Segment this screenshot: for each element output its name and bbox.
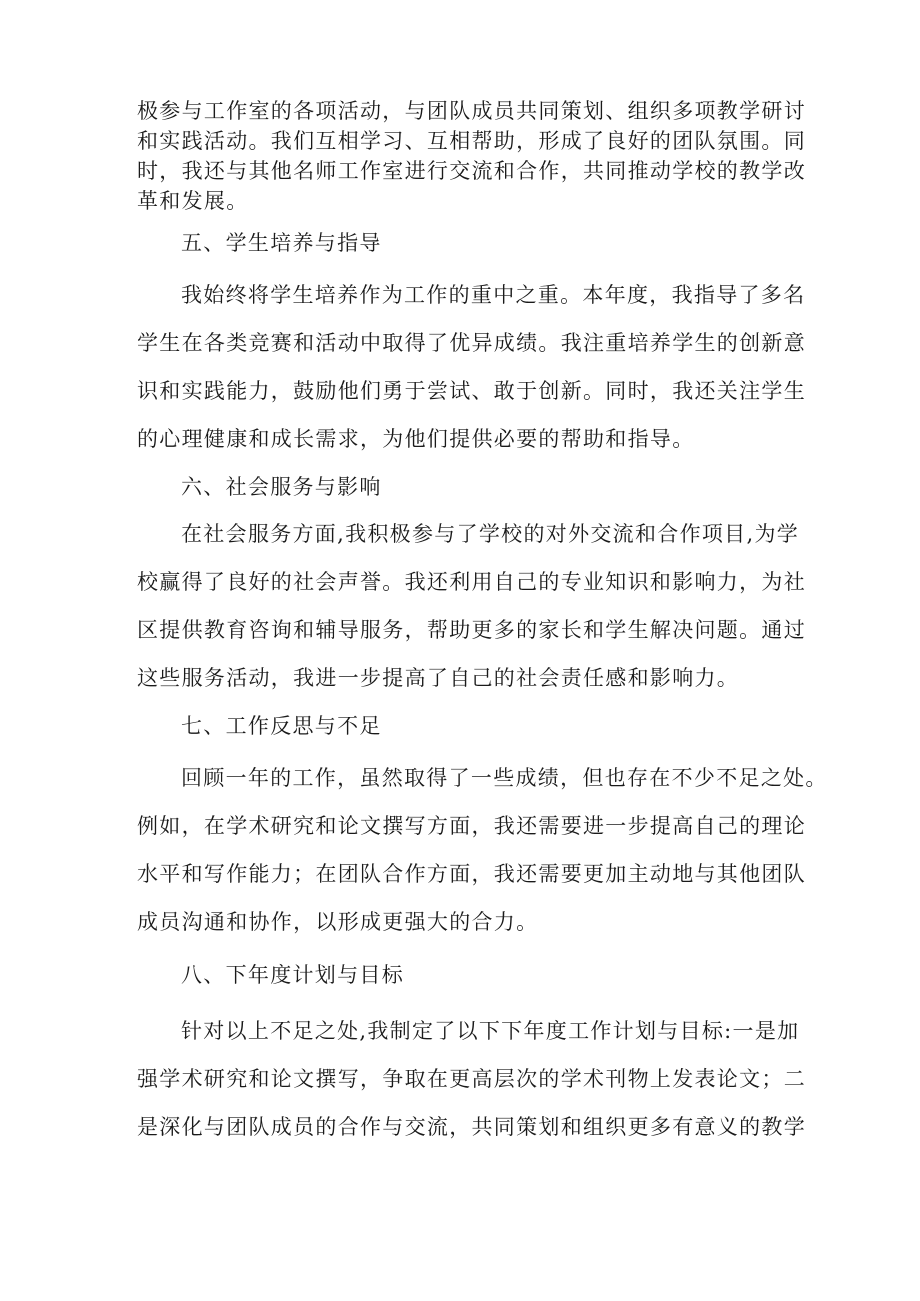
text-line: 革和发展。 (137, 189, 249, 213)
text-line: 这些服务活动，我进一步提高了自己的社会责任感和影响力。 (137, 666, 740, 690)
text-line: 强学术研究和论文撰写，争取在更高层次的学术刊物上发表论文；二 (137, 1067, 806, 1091)
text-line: 是深化与团队成员的合作与交流，共同策划和组织更多有意义的教学 (137, 1115, 806, 1139)
text-line: 的心理健康和成长需求，为他们提供必要的帮助和指导。 (137, 427, 695, 451)
text-line: 时，我还与其他名师工作室进行交流和合作，共同推动学校的教学改 (137, 159, 806, 183)
section-heading: 五、学生培养与指导 (181, 231, 382, 255)
text-line: 在社会服务方面,我积极参与了学校的对外交流和合作项目,为学 (181, 522, 800, 546)
section-heading: 七、工作反思与不足 (181, 714, 382, 738)
text-line: 极参与工作室的各项活动，与团队成员共同策划、组织多项教学研讨 (137, 99, 806, 123)
text-line: 回顾一年的工作，虽然取得了一些成绩，但也存在不少不足之处。 (181, 766, 828, 790)
text-line: 例如，在学术研究和论文撰写方面，我还需要进一步提高自己的理论 (137, 814, 806, 838)
section-heading: 八、下年度计划与目标 (181, 963, 404, 987)
text-line: 成员沟通和协作，以形成更强大的合力。 (137, 910, 539, 934)
text-line: 针对以上不足之处,我制定了以下下年度工作计划与目标:一是加 (181, 1019, 800, 1043)
text-line: 我始终将学生培养作为工作的重中之重。本年度，我指导了多名 (181, 283, 806, 307)
text-line: 学生在各类竞赛和活动中取得了优异成绩。我注重培养学生的创新意 (137, 331, 806, 355)
text-line: 校赢得了良好的社会声誉。我还利用自己的专业知识和影响力，为社 (137, 570, 806, 594)
text-line: 识和实践能力，鼓励他们勇于尝试、敢于创新。同时，我还关注学生 (137, 379, 806, 403)
text-line: 水平和写作能力；在团队合作方面，我还需要更加主动地与其他团队 (137, 862, 806, 886)
text-line: 和实践活动。我们互相学习、互相帮助，形成了良好的团队氛围。同 (137, 129, 806, 153)
section-heading: 六、社会服务与影响 (181, 475, 382, 499)
text-line: 区提供教育咨询和辅导服务，帮助更多的家长和学生解决问题。通过 (137, 618, 806, 642)
